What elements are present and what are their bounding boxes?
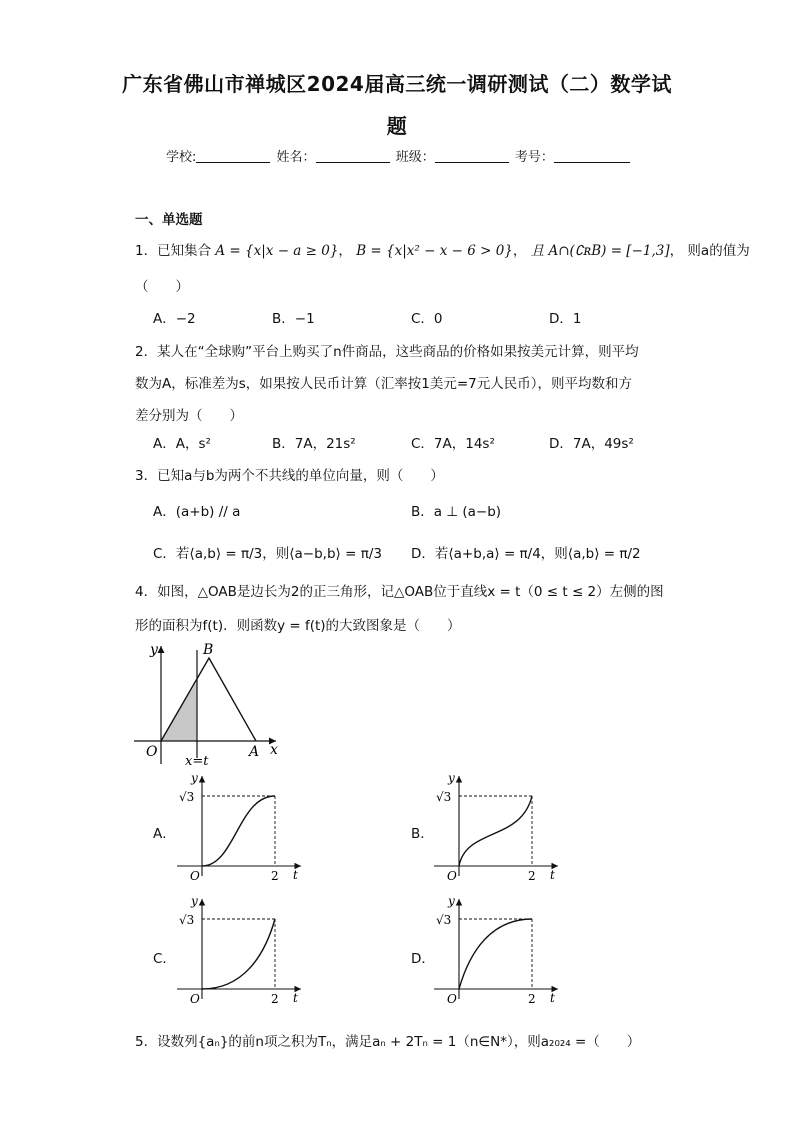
q2-option-a[interactable]: A．A，s² — [153, 436, 211, 452]
q4-option-b[interactable]: B． — [411, 826, 434, 842]
q2-line2: 数为A，标准差为s，如果按人民币计算（汇率按1美元=7元人民币），则平均数和方 — [135, 376, 633, 392]
q3-option-d[interactable]: D．若⟨a+b,a⟩ = π/4，则⟨a,b⟩ = π/2 — [411, 546, 641, 562]
q4-option-c[interactable]: C． — [153, 951, 176, 967]
exam-title-line1: 广东省佛山市禅城区2024届高三统一调研测试（二）数学试 — [122, 72, 672, 96]
q3-stem: 3．已知a与b为两个不共线的单位向量，则（ ） — [135, 468, 444, 484]
fig-a-label: A — [249, 744, 260, 760]
q2-line3: 差分别为（ ） — [135, 408, 243, 424]
triangle-figure — [130, 638, 290, 770]
q1-option-d[interactable]: D．1 — [549, 311, 582, 327]
q5-stem: 5．设数列{aₙ}的前n项之积为Tₙ，满足aₙ + 2Tₙ = 1（n∈N*），则a₂₀₂₄ =（ ） — [135, 1034, 641, 1050]
graph-t-label: t — [550, 868, 555, 882]
q4-line2: 形的面积为f(t)．则函数y = f(t)的大致图象是（ ） — [135, 618, 461, 634]
fig-xt-label: x=t — [185, 754, 209, 769]
graph-two-label: 2 — [528, 992, 536, 1005]
q1-paren: （ ） — [135, 279, 189, 295]
graph-y-label: y — [448, 894, 455, 908]
q3-option-c[interactable]: C．若⟨a,b⟩ = π/3，则⟨a−b,b⟩ = π/3 — [153, 546, 382, 562]
graph-t-label: t — [293, 868, 298, 882]
fig-b-label: B — [203, 642, 214, 658]
graph-sqrt3-label: √3 — [179, 913, 195, 927]
fig-x-label: x — [270, 742, 278, 758]
section-heading: 一、单选题 — [135, 212, 203, 228]
q2-option-b[interactable]: B．7A，21s² — [272, 436, 356, 452]
graph-o-label: O — [447, 869, 457, 882]
number-label: 考号： — [514, 150, 554, 165]
graph-o-label: O — [190, 869, 200, 882]
graph-y-label: y — [191, 894, 198, 908]
graph-sqrt3-label: √3 — [179, 790, 195, 804]
q4-line1: 4．如图，△OAB是边长为2的正三角形，记△OAB位于直线x = t（0 ≤ t ≤ 2）左侧的图 — [135, 584, 664, 600]
class-blank[interactable] — [435, 150, 509, 163]
graph-sqrt3-label: √3 — [436, 913, 452, 927]
graph-sqrt3-label: √3 — [436, 790, 452, 804]
q3-option-b[interactable]: B．a ⊥ (a−b) — [411, 504, 502, 520]
fig-o-label: O — [146, 744, 158, 760]
graph-a[interactable] — [175, 770, 310, 882]
number-blank[interactable] — [554, 150, 630, 163]
q1-option-b[interactable]: B．−1 — [272, 311, 315, 327]
student-info-row — [166, 146, 632, 165]
graph-t-label: t — [550, 991, 555, 1005]
q1-option-c[interactable]: C．0 — [411, 311, 443, 327]
q3-option-a[interactable]: A．(a+b) // a — [153, 504, 241, 520]
graph-o-label: O — [447, 992, 457, 1005]
graph-y-label: y — [448, 771, 455, 785]
graph-b[interactable] — [432, 770, 567, 882]
graph-curve — [459, 796, 532, 866]
q4-option-d[interactable]: D． — [411, 951, 435, 967]
school-blank[interactable] — [196, 150, 270, 163]
q2-line1: 2．某人在“全球购”平台上购买了n件商品，这些商品的价格如果按美元计算，则平均 — [135, 344, 639, 360]
graph-o-label: O — [190, 992, 200, 1005]
name-blank[interactable] — [316, 150, 390, 163]
graph-two-label: 2 — [271, 992, 279, 1005]
fig-y-label: y — [150, 642, 158, 658]
class-label: 班级： — [395, 150, 435, 165]
graph-d[interactable] — [432, 893, 567, 1005]
q4-option-a[interactable]: A． — [153, 826, 176, 842]
graph-y-label: y — [191, 771, 198, 785]
graph-curve — [202, 796, 275, 866]
q2-option-d[interactable]: D．7A，49s² — [549, 436, 634, 452]
graph-t-label: t — [293, 991, 298, 1005]
graph-two-label: 2 — [528, 869, 536, 882]
q2-option-c[interactable]: C．7A，14s² — [411, 436, 495, 452]
name-label: 姓名： — [276, 150, 316, 165]
q1-stem: 1．已知集合 A = {x|x − a ≥ 0}， B = {x|x² − x − 6 > 0}， 且 A∩(∁ʀB) = [−1,3]， 则a的值为 — [135, 243, 750, 259]
exam-title-line2: 题 — [386, 114, 408, 138]
graph-c[interactable] — [175, 893, 310, 1005]
graph-curve — [202, 919, 275, 989]
graph-curve — [459, 919, 532, 989]
graph-two-label: 2 — [271, 869, 279, 882]
q1-option-a[interactable]: A．−2 — [153, 311, 196, 327]
school-label: 学校: — [166, 150, 197, 165]
